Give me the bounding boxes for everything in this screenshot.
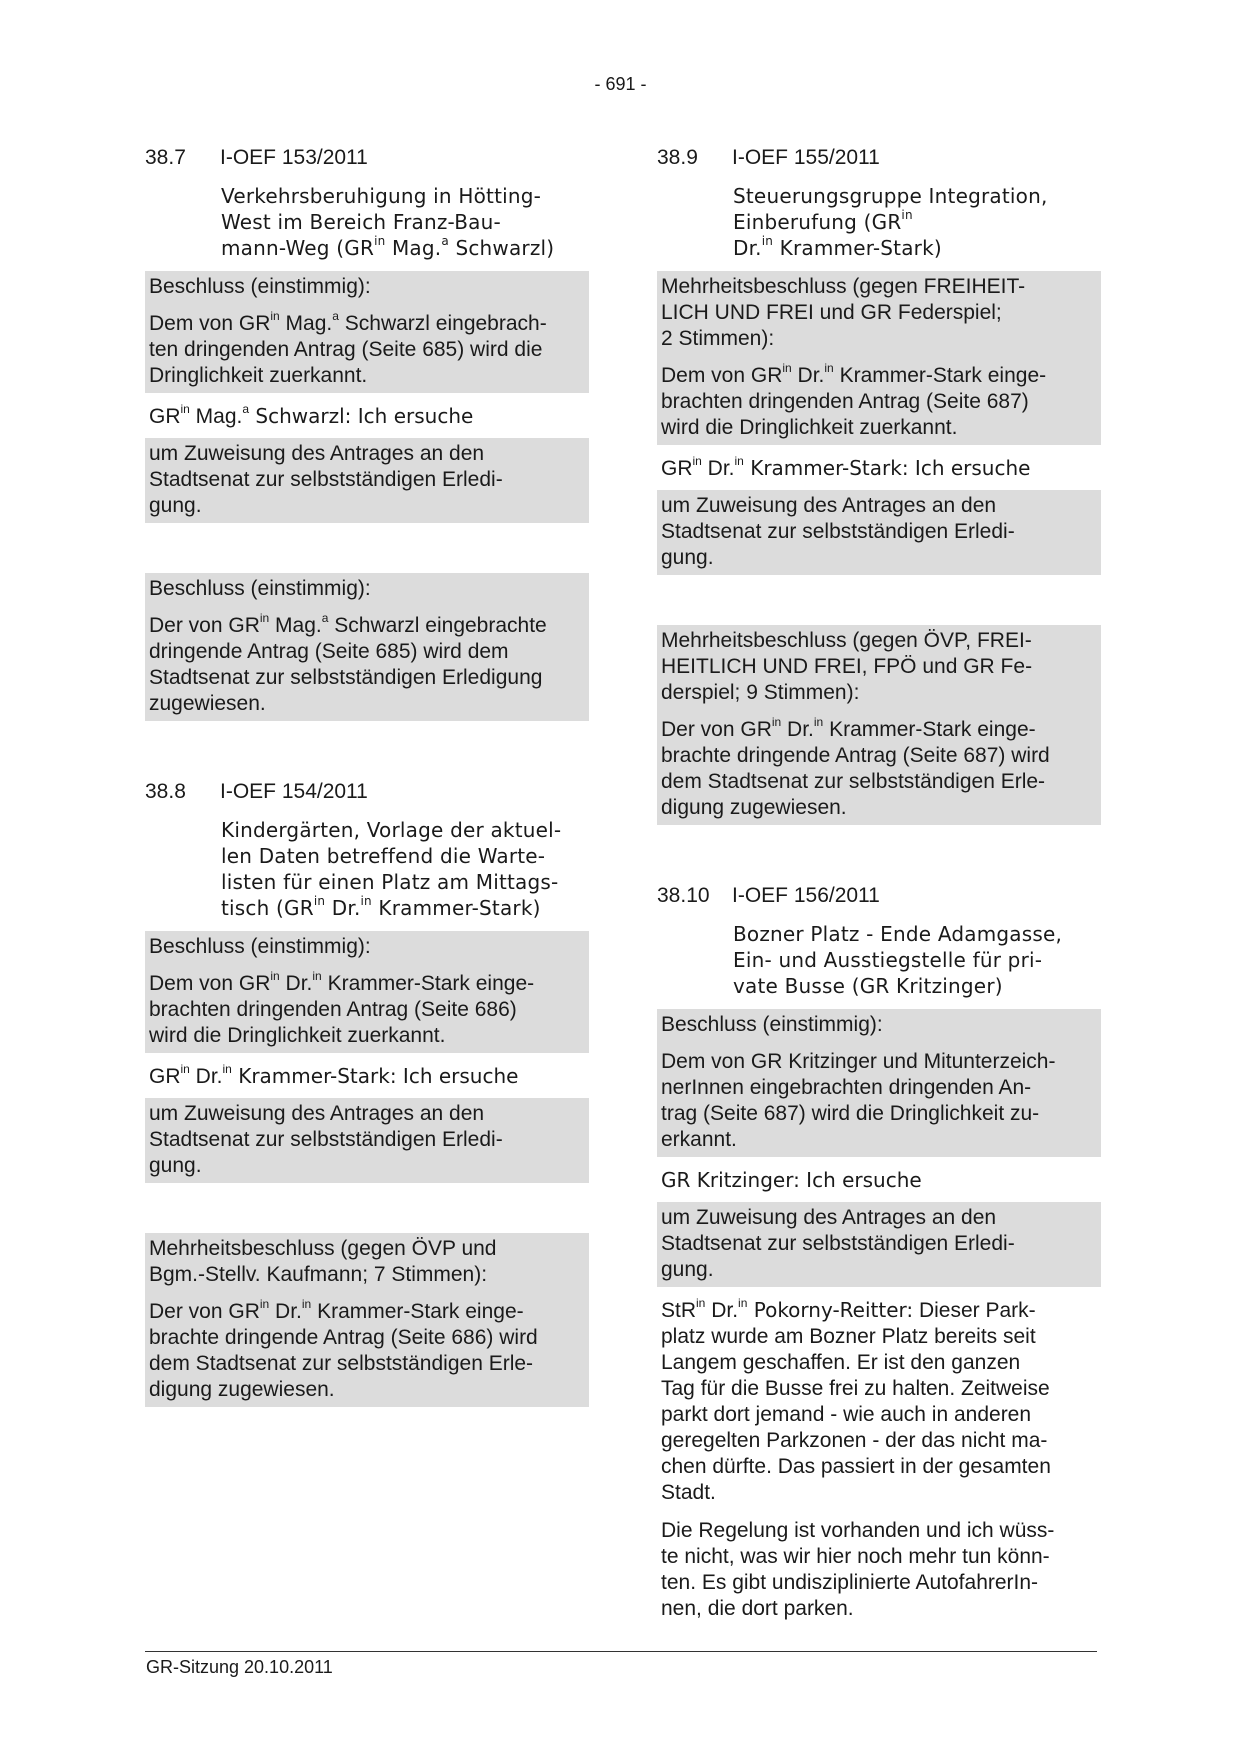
item-number: 38.8 <box>145 780 186 803</box>
decision-label: Mehrheitsbeschluss (gegen ÖVP und Bgm.-Stellv. Kaufmann; 7 Stimmen): <box>149 1237 497 1286</box>
agenda-item-38-10 <box>657 883 1101 1622</box>
item-title: Verkehrsberuhigung in Hötting- West im Bereich Franz-Bau- mann-Weg ($GR^{in}$ Mag.$^a$ Schwarzl) <box>221 184 555 260</box>
right-column <box>657 145 1101 1634</box>
item-reference: I-OEF 156/2011 <box>732 884 880 907</box>
decision-text: Der von $GR^{in}$ Dr.$^{in}$ Krammer-Stark einge- brachte dringende Antrag (Seite 687) wird dem Stadtsenat zur selbstständigen Erle- digung zugewiesen. <box>661 715 1050 819</box>
decision-label: Mehrheitsbeschluss (gegen FREIHEIT- LICH UND FREI und GR Federspiel; 2 Stimmen): <box>661 275 1026 350</box>
page-number: - 691 - <box>594 74 647 94</box>
request-box: um Zuweisung des Antrages an den Stadtsenat zur selbstständigen Erledi- gung. <box>657 490 1101 575</box>
decision-label: Beschluss (einstimmig): <box>661 1013 883 1036</box>
decision-text: Dem von $GR^{in}$ Dr.$^{in}$ Krammer-Stark einge- brachten dringenden Antrag (Seite 686) wird die Dringlichkeit zuerkannt. <box>149 969 535 1047</box>
footer-divider <box>145 1651 1097 1652</box>
decision-box <box>657 625 1101 825</box>
decision-box <box>145 931 589 1053</box>
decision-label: Beschluss (einstimmig): <box>149 275 371 298</box>
speaker-line: $GR^{in}$ Mag.$^a$ Schwarzl: Ich ersuche <box>149 402 474 428</box>
item-title: Steuerungsgruppe Integration, Einberufung ($GR^{in}$ Dr.$^{in}$ Krammer-Stark) <box>733 184 1048 260</box>
request-box: um Zuweisung des Antrages an den Stadtsenat zur selbstständigen Erledi- gung. <box>145 1098 589 1183</box>
decision-text: Dem von $GR^{in}$ Mag.$^a$ Schwarzl eingebrach- ten dringenden Antrag (Seite 685) wird die Dringlichkeit zuerkannt. <box>149 309 547 387</box>
speaker-line: $GR^{in}$ Dr.$^{in}$ Krammer-Stark: Ich ersuche <box>149 1062 519 1088</box>
item-header <box>657 883 1101 909</box>
decision-box <box>657 1009 1101 1157</box>
left-column <box>145 145 589 1407</box>
agenda-item-38-8 <box>145 779 589 1407</box>
statement-paragraph: StR$^{in}$ Dr.$^{in}$ Pokorny-Reitter: Dieser Park- platz wurde am Bozner Platz bereits seit Langem geschaffen. Er ist den ganzen Tag für die Busse frei zu halten. Zeitweise parkt dort jemand - wie auch in anderen geregelten Parkzonen - der das nicht ma- chen dürfte. Das passiert in der gesamten Stadt. <box>661 1296 1051 1504</box>
decision-text: Dem von GR Kritzinger und Mitunterzeich- nerInnen eingebrachten dringenden An- trag (Seite 687) wird die Dringlichkeit zu- erkannt. <box>661 1050 1056 1151</box>
request-box: um Zuweisung des Antrages an den Stadtsenat zur selbstständigen Erledi- gung. <box>145 438 589 523</box>
decision-box <box>145 271 589 393</box>
decision-box <box>145 573 589 721</box>
item-header <box>657 145 1101 171</box>
decision-box <box>657 271 1101 445</box>
decision-text: Der von $GR^{in}$ Dr.$^{in}$ Krammer-Stark einge- brachte dringende Antrag (Seite 686) wird dem Stadtsenat zur selbstständigen Erle- digung zugewiesen. <box>149 1297 538 1401</box>
item-reference: I-OEF 155/2011 <box>732 146 880 169</box>
decision-label: Beschluss (einstimmig): <box>149 935 371 958</box>
item-number: 38.7 <box>145 146 186 169</box>
item-reference: I-OEF 153/2011 <box>220 146 368 169</box>
decision-box <box>145 1233 589 1407</box>
agenda-item-38-9 <box>657 145 1101 825</box>
decision-text: Der von $GR^{in}$ Mag.$^a$ Schwarzl eingebrachte dringende Antrag (Seite 685) wird dem Stadtsenat zur selbstständigen Erledigung zugewiesen. <box>149 611 547 715</box>
item-number: 38.9 <box>657 146 698 169</box>
speaker-line: GR Kritzinger: Ich ersuche <box>661 1168 922 1192</box>
footer: GR-Sitzung 20.10.2011 <box>146 1657 333 1677</box>
item-number: 38.10 <box>657 884 710 907</box>
item-header <box>145 779 589 805</box>
speaker-line: $GR^{in}$ Dr.$^{in}$ Krammer-Stark: Ich ersuche <box>661 454 1031 480</box>
decision-label: Beschluss (einstimmig): <box>149 577 371 600</box>
item-title: Kindergärten, Vorlage der aktuel- len Daten betreffend die Warte- listen für einen Platz am Mittags- tisch ($GR^{in}$ Dr.$^{in}$ Krammer-Stark) <box>221 818 562 920</box>
item-header <box>145 145 589 171</box>
decision-text: Dem von $GR^{in}$ Dr.$^{in}$ Krammer-Stark einge- brachten dringenden Antrag (Seite 687) wird die Dringlichkeit zuerkannt. <box>661 361 1047 439</box>
item-title: Bozner Platz - Ende Adamgasse, Ein- und Ausstiegstelle für pri- vate Busse (GR Kritzinger) <box>733 922 1063 998</box>
agenda-item-38-7 <box>145 145 589 721</box>
item-reference: I-OEF 154/2011 <box>220 780 368 803</box>
request-box: um Zuweisung des Antrages an den Stadtsenat zur selbstständigen Erledi- gung. <box>657 1202 1101 1287</box>
decision-label: Mehrheitsbeschluss (gegen ÖVP, FREI- HEITLICH UND FREI, FPÖ und GR Fe- derspiel; 9 Stimmen): <box>661 629 1033 704</box>
statement-paragraph: Die Regelung ist vorhanden und ich wüss- te nicht, was wir hier noch mehr tun könn- ten. Es gibt undisziplinierte AutofahrerIn- nen, die dort parken. <box>661 1519 1055 1620</box>
